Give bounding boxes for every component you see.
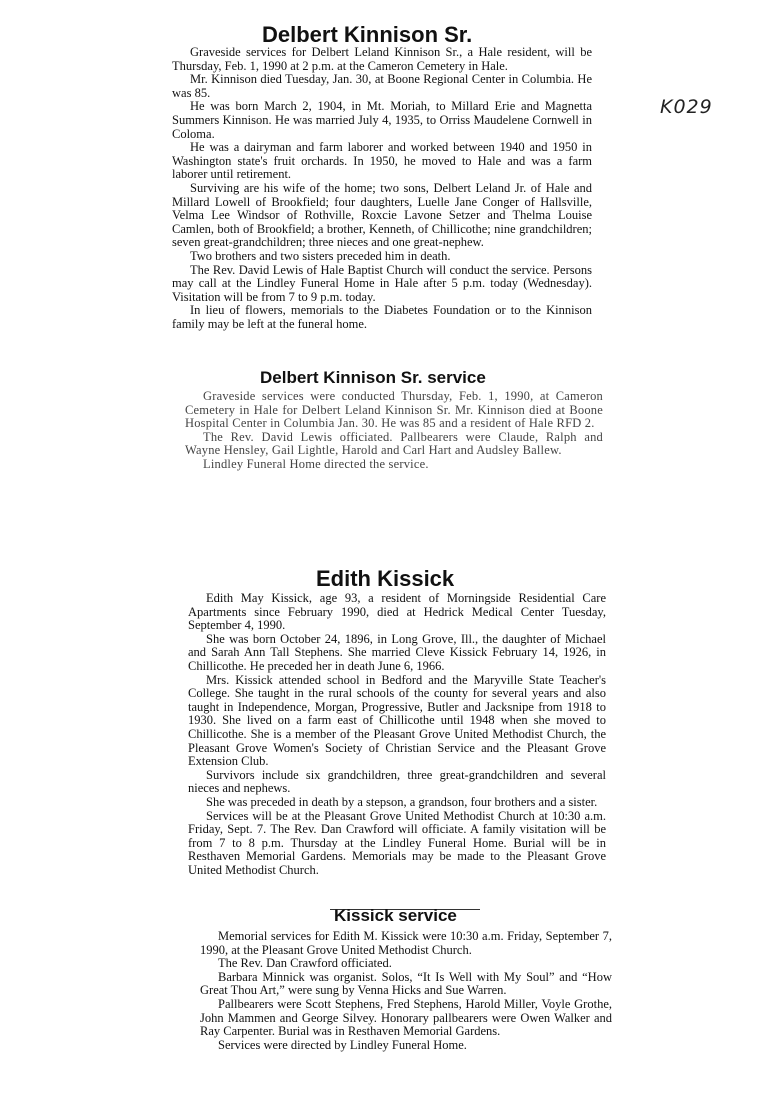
article-3-paragraph: Mrs. Kissick attended school in Bedford and the Maryville State Teacher's College. She taught in the rural schools of the county for several years and also taught in Independence, Morgan, Progressive, Butler and Jacksnipe from 1918 to 1930. She lived on a farm east of Chillicothe until 1948 when she moved to Chillicothe. She is a member of the Pleasant Grove United Methodist Church, the Pleasant Grove Women's Society of Christian Service and the Pleasant Grove Extension Club. bbox=[188, 672, 606, 769]
article-4-paragraph: The Rev. Dan Crawford officiated. bbox=[218, 956, 392, 971]
article-2-paragraph: Graveside services were conducted Thursday, Feb. 1, 1990, at Cameron Cemetery in Hale for Delbert Leland Kinnison Sr. Mr. Kinnison died at Boone Hospital Center in Columbia Jan. 30. He was 85 and a resident of Hale RFD 2. bbox=[185, 389, 603, 431]
article-3-paragraph: Survivors include six grandchildren, three great-grandchildren and several nieces and nephews. bbox=[188, 767, 606, 796]
article-2-paragraph: The Rev. David Lewis officiated. Pallbearers were Claude, Ralph and Wayne Hensley, Gail Lightle, Harold and Carl Hart and Audsley Ballew. bbox=[185, 429, 603, 458]
article-2-body bbox=[185, 390, 603, 472]
catalog-number: K029 bbox=[660, 96, 713, 118]
article-1-body bbox=[172, 46, 592, 331]
article-4-body bbox=[200, 930, 612, 1052]
article-3-paragraph: She was born October 24, 1896, in Long Grove, Ill., the daughter of Michael and Sarah Ann Tall Stephens. She married Cleve Kissick February 14, 1926, in Chillicothe. He preceded her in death June 6, 1966. bbox=[188, 631, 606, 673]
article-1-paragraph: He was born March 2, 1904, in Mt. Moriah, to Millard Erie and Magnetta Summers Kinnison. He was married July 4, 1935, to Orriss Maudelene Cornwell in Coloma. bbox=[172, 99, 592, 141]
article-3-title: Edith Kissick bbox=[316, 566, 455, 591]
article-1-paragraph: Two brothers and two sisters preceded him in death. bbox=[190, 248, 451, 263]
article-3-body bbox=[188, 592, 606, 877]
article-1-paragraph: In lieu of flowers, memorials to the Diabetes Foundation or to the Kinnison family may be left at the funeral home. bbox=[172, 303, 592, 331]
article-3-paragraph: Services will be at the Pleasant Grove United Methodist Church at 10:30 a.m. Friday, Sept. 7. The Rev. Dan Crawford will officiate. A family visitation will be from 7 to 8 p.m. Thursday at the Lindley Funeral Home. Burial will be in Resthaven Memorial Gardens. Memorials may be made to the Pleasant Grove United Methodist Church. bbox=[188, 808, 606, 877]
article-2-paragraph: Lindley Funeral Home directed the service. bbox=[203, 456, 429, 471]
article-4-title: Kissick service bbox=[334, 906, 457, 925]
article-2-title: Delbert Kinnison Sr. service bbox=[260, 368, 486, 387]
article-1-paragraph: Mr. Kinnison died Tuesday, Jan. 30, at Boone Regional Center in Columbia. He was 85. bbox=[172, 72, 592, 100]
article-4-paragraph: Memorial services for Edith M. Kissick were 10:30 a.m. Friday, September 7, 1990, at the Pleasant Grove United Methodist Church. bbox=[200, 929, 612, 957]
article-1-paragraph: The Rev. David Lewis of Hale Baptist Church will conduct the service. Persons may call at the Lindley Funeral Home in Hale after 5 p.m. today (Wednesday). Visitation will be from 7 to 9 p.m. today. bbox=[172, 262, 592, 304]
article-4-paragraph: Pallbearers were Scott Stephens, Fred Stephens, Harold Miller, Voyle Grothe, John Mammen and George Silvey. Honorary pallbearers were Owen Walker and Ray Carpenter. Burial was in Resthaven Memorial Gardens. bbox=[200, 996, 612, 1039]
article-1-paragraph: He was a dairyman and farm laborer and worked between 1940 and 1950 in Washington state's fruit orchards. In 1950, he moved to Hale and was a farm laborer until retirement. bbox=[172, 140, 592, 182]
article-1-paragraph: Surviving are his wife of the home; two sons, Delbert Leland Jr. of Hale and Millard Lowell of Brookfield; four daughters, Luelle Jane Conger of Hallsville, Velma Lee Windsor of Rothville, Roxcie Lavone Setzer and Thelma Louise Camlen, both of Brookfield; a brother, Kenneth, of Chillicothe; nine grandchildren; seven great-grandchildren; three nieces and one great-nephew. bbox=[172, 180, 592, 250]
article-3-paragraph: She was preceded in death by a stepson, a grandson, four brothers and a sister. bbox=[206, 794, 598, 809]
article-4-paragraph: Services were directed by Lindley Funeral Home. bbox=[218, 1037, 467, 1052]
article-4-paragraph: Barbara Minnick was organist. Solos, “It Is Well with My Soul” and “How Great Thou Art,” were sung by Venna Hicks and Sue Warren. bbox=[200, 969, 612, 998]
article-3-paragraph: Edith May Kissick, age 93, a resident of Morningside Residential Care Apartments since February 1990, died at Hedrick Medical Center Tuesday, September 4, 1990. bbox=[188, 591, 606, 633]
article-1-paragraph: Graveside services for Delbert Leland Kinnison Sr., a Hale resident, will be Thursday, Feb. 1, 1990 at 2 p.m. at the Cameron Cemetery in Hale. bbox=[172, 45, 592, 73]
article-1-title: Delbert Kinnison Sr. bbox=[262, 22, 473, 47]
